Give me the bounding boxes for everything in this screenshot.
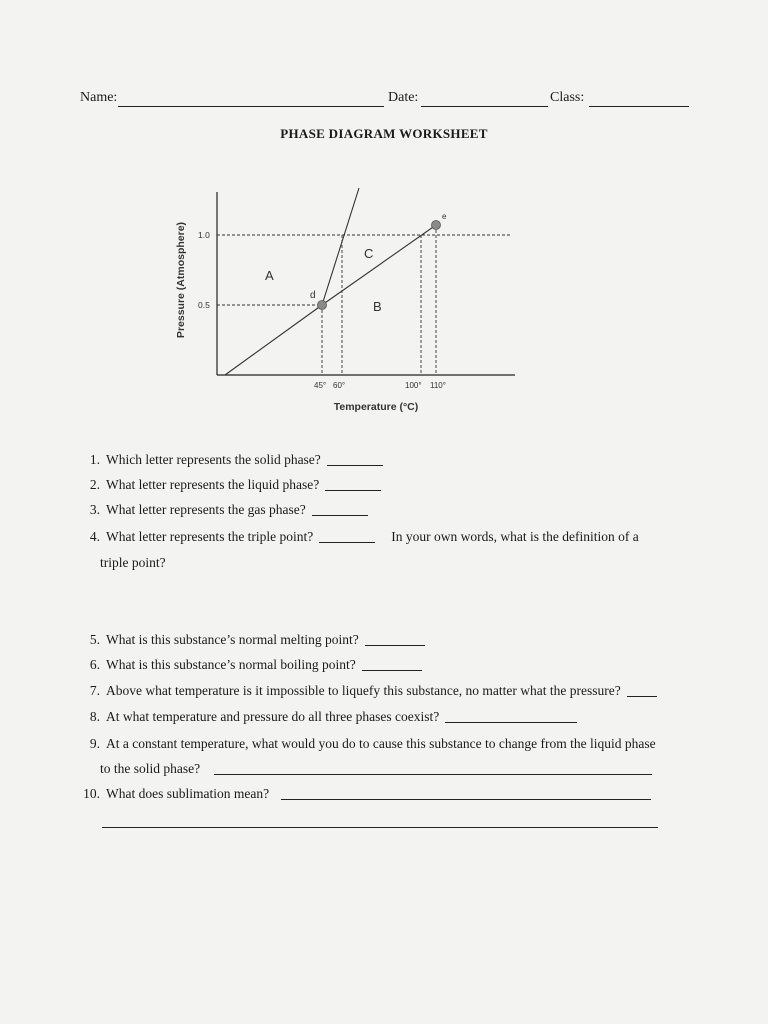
answer-blank-10[interactable] — [281, 787, 651, 800]
question-number: 10. — [83, 786, 100, 801]
question-number: 9. — [89, 736, 100, 751]
x-tick-60: 60° — [333, 381, 346, 390]
question-2 — [78, 477, 381, 493]
region-label-a: A — [265, 268, 274, 283]
question-3 — [78, 502, 368, 518]
question-10 — [78, 786, 651, 802]
critical-point-e — [432, 221, 441, 230]
y-tick-05: 0.5 — [198, 300, 210, 310]
question-number: 7. — [89, 683, 100, 698]
date-field[interactable] — [421, 106, 548, 107]
question-text: What letter represents the liquid phase? — [106, 477, 320, 492]
answer-blank-3[interactable] — [312, 503, 368, 516]
phase-diagram — [160, 180, 540, 425]
question-text: What does sublimation mean? — [106, 786, 270, 801]
answer-blank-1[interactable] — [327, 453, 383, 466]
answer-blank-7[interactable] — [627, 684, 657, 697]
question-7 — [78, 683, 657, 699]
date-label: Date: — [388, 90, 419, 105]
answer-blank-9[interactable] — [214, 762, 652, 775]
question-number: 1. — [89, 452, 100, 467]
y-axis-label: Pressure (Atmosphere) — [175, 221, 187, 339]
region-label-c: C — [364, 246, 374, 261]
region-label-b: B — [373, 299, 382, 314]
question-4-continuation: triple point? — [100, 555, 166, 570]
point-label-e: e — [442, 212, 447, 221]
question-number: 6. — [89, 657, 100, 672]
question-9-continuation — [100, 761, 652, 777]
answer-blank-4[interactable] — [319, 530, 375, 543]
answer-blank-10-extra-line[interactable] — [102, 827, 658, 828]
question-1 — [78, 452, 383, 468]
question-number: 4. — [89, 529, 100, 544]
x-axis-label: Temperature (°C) — [333, 401, 419, 413]
answer-blank-6[interactable] — [362, 658, 422, 671]
vaporization-curve — [322, 225, 436, 305]
question-number: 2. — [89, 477, 100, 492]
question-6 — [78, 657, 422, 673]
question-8 — [78, 709, 577, 725]
question-4 — [78, 529, 639, 545]
question-text: What is this substance’s normal boiling point? — [106, 657, 356, 672]
name-label: Name: — [80, 90, 118, 105]
question-number: 8. — [89, 709, 100, 724]
phase-diagram-svg — [160, 180, 540, 425]
question-text: At a constant temperature, what would you do to cause this substance to change from the liquid phase — [106, 736, 656, 751]
question-text: What is this substance’s normal melting point? — [106, 632, 359, 647]
answer-blank-2[interactable] — [325, 478, 381, 491]
point-label-d: d — [310, 290, 316, 301]
answer-blank-8[interactable] — [445, 710, 577, 723]
question-number: 3. — [89, 502, 100, 517]
question-9 — [78, 736, 656, 752]
question-text: What letter represents the triple point? — [106, 529, 314, 544]
question-number: 5. — [89, 632, 100, 647]
question-5 — [78, 632, 425, 648]
question-text: What letter represents the gas phase? — [106, 502, 306, 517]
question-9-continuation-text: to the solid phase? — [100, 761, 201, 776]
x-tick-100: 100° — [405, 381, 422, 390]
x-tick-110: 110° — [430, 381, 446, 390]
answer-blank-5[interactable] — [365, 633, 425, 646]
question-text: At what temperature and pressure do all three phases coexist? — [106, 709, 440, 724]
melting-curve — [322, 188, 359, 305]
question-text: Above what temperature is it impossible to liquefy this substance, no matter what the pressure? — [106, 683, 621, 698]
triple-point-d — [318, 301, 327, 310]
sublimation-curve — [225, 305, 322, 375]
y-tick-1: 1.0 — [198, 230, 210, 240]
class-field[interactable] — [589, 106, 689, 107]
name-field[interactable] — [118, 106, 384, 107]
x-tick-45: 45° — [314, 381, 327, 390]
header-row — [80, 90, 690, 112]
page-title: PHASE DIAGRAM WORKSHEET — [280, 126, 488, 141]
question-4-extra-text: In your own words, what is the definition of a — [391, 529, 639, 544]
class-label: Class: — [550, 90, 585, 105]
question-text: Which letter represents the solid phase? — [106, 452, 321, 467]
